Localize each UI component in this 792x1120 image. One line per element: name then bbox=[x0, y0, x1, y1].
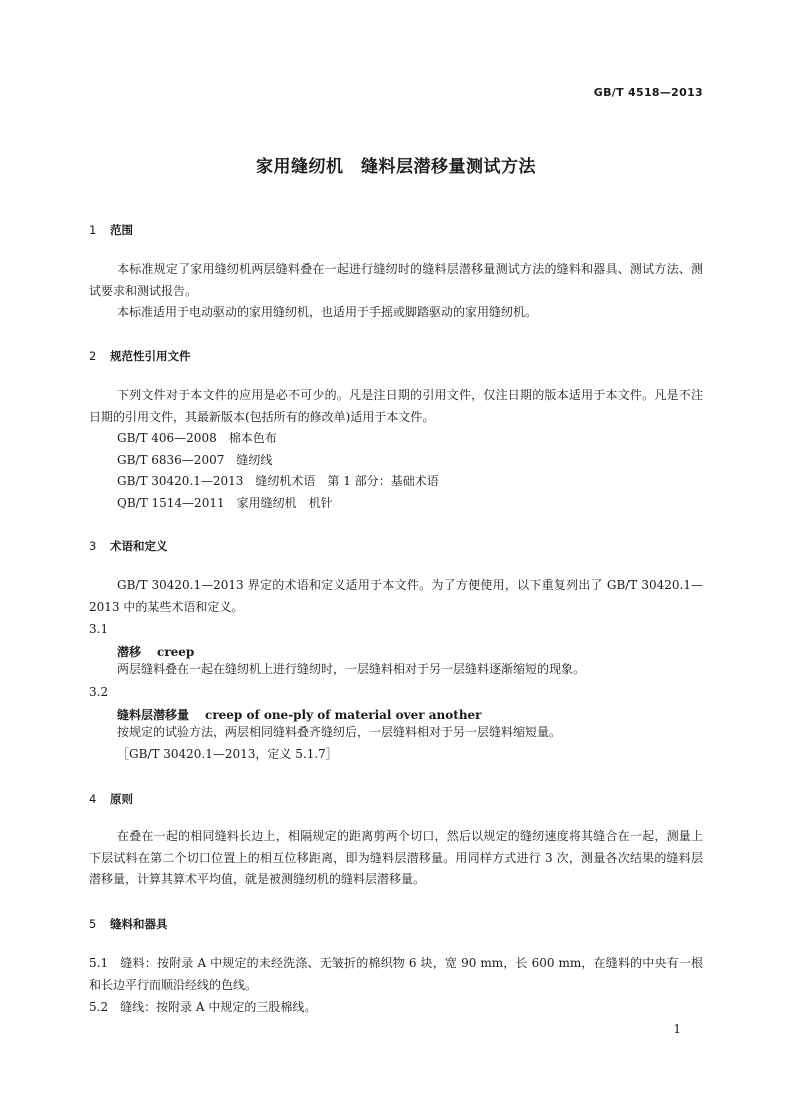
clause-number: 3.1 bbox=[89, 622, 109, 636]
section-2-heading bbox=[89, 348, 191, 364]
principle-paragraph: 在叠在一起的相同缝料长边上，相隔规定的距离剪两个切口，然后以规定的缝纫速度将其缝合在一起，测量上下层试料在第二个切口位置上的相互位移距离，即为缝料层潜移量。用同样方式进行 3 次，测量各次结果的缝料层潜移量，计算其算术平均值，就是被测缝纫机的缝料层潜移量。 bbox=[89, 829, 703, 886]
reference-item: GB/T 6836—2007 缝纫线 bbox=[117, 453, 273, 467]
page-number: 1 bbox=[673, 1022, 681, 1036]
clause-number: 3.2 bbox=[89, 685, 109, 699]
term-source: ［GB/T 30420.1—2013，定义 5.1.7］ bbox=[117, 747, 338, 761]
term-definition: 按规定的试验方法，两层相同缝料叠齐缝纫后，一层缝料相对于另一层缝料缩短量。 bbox=[117, 725, 562, 739]
section-number: 1 bbox=[89, 223, 97, 237]
section-number: 5 bbox=[89, 917, 97, 931]
section-title: 术语和定义 bbox=[110, 539, 168, 553]
terms-paragraph: GB/T 30420.1—2013 界定的术语和定义适用于本文件。为了方便使用，以下重复列出了 GB/T 30420.1—2013 中的某些术语和定义。 bbox=[89, 578, 703, 614]
section-1-heading bbox=[89, 222, 133, 238]
term-en: creep bbox=[157, 645, 195, 659]
section-number: 3 bbox=[89, 539, 97, 553]
term-entry bbox=[117, 643, 194, 660]
scope-paragraph-1: 本标准规定了家用缝纫机两层缝料叠在一起进行缝纫时的缝料层潜移量测试方法的缝料和器具、测试方法、测试要求和测试报告。 bbox=[89, 262, 703, 298]
term-en: creep of one-ply of material over another bbox=[205, 708, 482, 722]
section-title: 范围 bbox=[110, 223, 133, 237]
term-entry bbox=[117, 706, 482, 723]
section-number: 4 bbox=[89, 792, 97, 806]
section-5-heading bbox=[89, 916, 168, 932]
standard-code: GB/T 4518—2013 bbox=[593, 86, 703, 99]
clause-5-2: 5.2 缝线：按附录 A 中规定的三股棉线。 bbox=[89, 1000, 317, 1014]
references-paragraph: 下列文件对于本文件的应用是必不可少的。凡是注日期的引用文件，仅注日期的版本适用于本文件。凡是不注日期的引用文件，其最新版本(包括所有的修改单)适用于本文件。 bbox=[89, 388, 703, 424]
clause-5-1: 5.1 缝料：按附录 A 中规定的未经洗涤、无皱折的棉织物 6 块，宽 90 mm，长 600 mm，在缝料的中央有一根和长边平行而顺沿经线的色线。 bbox=[89, 956, 703, 992]
term-definition: 两层缝料叠在一起在缝纫机上进行缝纫时，一层缝料相对于另一层缝料逐渐缩短的现象。 bbox=[117, 662, 586, 676]
section-number: 2 bbox=[89, 349, 97, 363]
section-title: 缝料和器具 bbox=[110, 917, 168, 931]
section-4-heading bbox=[89, 791, 133, 807]
reference-item: GB/T 406—2008 棉本色布 bbox=[117, 431, 277, 445]
term-zh: 缝料层潜移量 bbox=[117, 708, 190, 722]
reference-item: QB/T 1514—2011 家用缝纫机 机针 bbox=[117, 496, 333, 510]
section-title: 规范性引用文件 bbox=[110, 349, 191, 363]
section-3-heading bbox=[89, 538, 168, 554]
reference-item: GB/T 30420.1—2013 缝纫机术语 第 1 部分：基础术语 bbox=[117, 474, 439, 488]
scope-paragraph-2: 本标准适用于电动驱动的家用缝纫机，也适用于手摇或脚踏驱动的家用缝纫机。 bbox=[117, 305, 538, 319]
document-title: 家用缝纫机 缝料层潜移量测试方法 bbox=[256, 157, 536, 177]
section-title: 原则 bbox=[110, 792, 133, 806]
term-zh: 潜移 bbox=[117, 645, 142, 659]
